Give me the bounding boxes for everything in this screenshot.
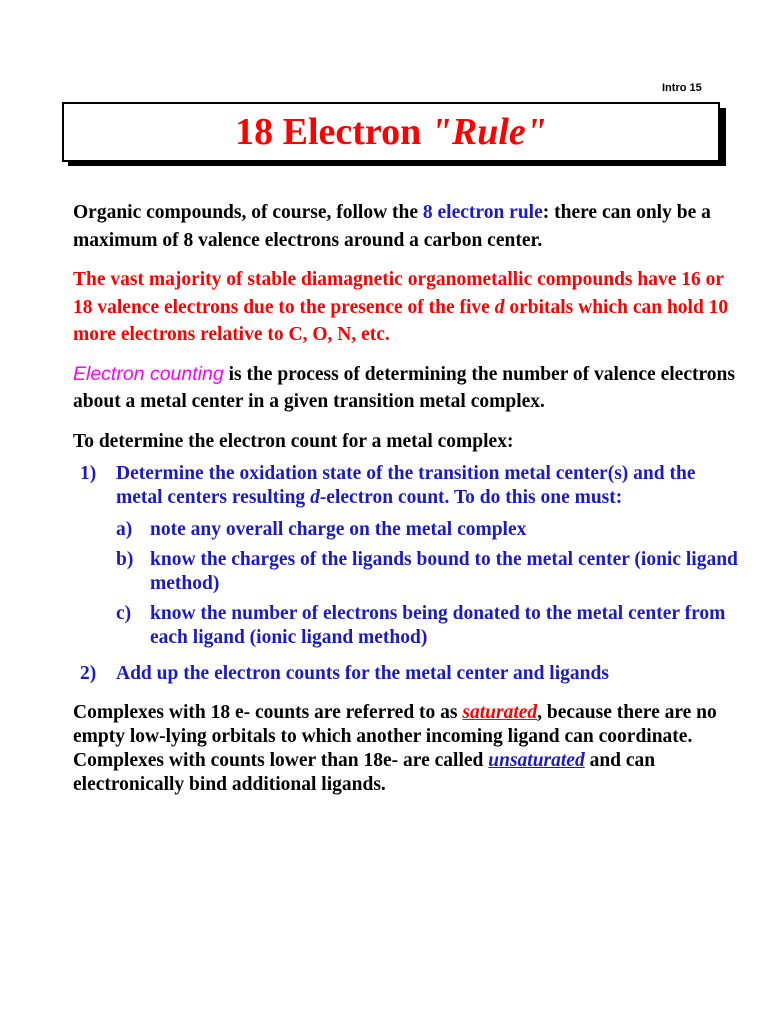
text: orbitals which can hold 10 more electrons relative to C, O, N, etc. (73, 296, 729, 345)
step-number: 2) (80, 663, 97, 684)
saturated-term: saturated (462, 702, 538, 723)
list-item (116, 602, 741, 650)
sub-step-letter: b) (116, 549, 134, 570)
sub-steps-list (116, 518, 741, 650)
d-orbital-italic: d (494, 296, 505, 318)
text: Determine the oxidation state of the transition metal center(s) and the metal centers resulting (116, 463, 696, 508)
text: is the process of determining the number of valence electrons about a metal center in a given transition metal complex. (73, 363, 735, 412)
paragraph-electron-counting (73, 361, 741, 416)
paragraph-determine: To determine the electron count for a metal complex: (73, 430, 514, 452)
text: , because there are no empty low-lying orbitals to which another incoming ligand can coordinate. Complexes with counts lower than 18e- are called (73, 702, 717, 771)
text: Complexes with 18 e- counts are referred to as (73, 702, 463, 723)
page-title (235, 113, 547, 151)
title-box (62, 102, 720, 162)
text: and can electronically bind additional ligands. (73, 750, 656, 795)
title-italic: "Rule" (430, 111, 547, 153)
list-item (116, 548, 741, 596)
sub-step-text: note any overall charge on the metal complex (150, 519, 527, 540)
list-item (73, 662, 741, 686)
steps-list (73, 462, 741, 686)
text: Organic compounds, of course, follow the (73, 202, 423, 223)
text: -electron count. To do this one must: (319, 487, 623, 508)
sub-step-letter: a) (116, 519, 133, 540)
list-item (116, 518, 741, 542)
paragraph-saturated (73, 701, 741, 797)
step-number: 1) (80, 463, 97, 484)
title-main: 18 Electron (235, 111, 431, 153)
page-label: Intro 15 (662, 82, 702, 94)
text: : there can only be a maximum of 8 valence electrons around a carbon center. (73, 202, 711, 251)
sub-step-text: know the number of electrons being donated to the metal center from each ligand (ionic ligand method) (150, 603, 726, 648)
electron-counting-term: Electron counting (73, 362, 224, 385)
step-text: Add up the electron counts for the metal center and ligands (116, 663, 609, 684)
paragraph-organic (73, 199, 741, 254)
list-item (73, 462, 741, 656)
step-body (116, 462, 741, 656)
eight-electron-rule-term: 8 electron rule (422, 202, 543, 223)
text: The vast majority of stable diamagnetic organometallic compounds have 16 or 18 valence electrons due to the presence of the five (73, 269, 724, 318)
paragraph-organometallic (73, 266, 741, 349)
unsaturated-term: unsaturated (488, 750, 585, 771)
sub-step-text: know the charges of the ligands bound to the metal center (ionic ligand method) (150, 549, 738, 594)
d-italic: d (310, 487, 320, 508)
main-content (73, 199, 741, 797)
sub-step-letter: c) (116, 603, 132, 624)
